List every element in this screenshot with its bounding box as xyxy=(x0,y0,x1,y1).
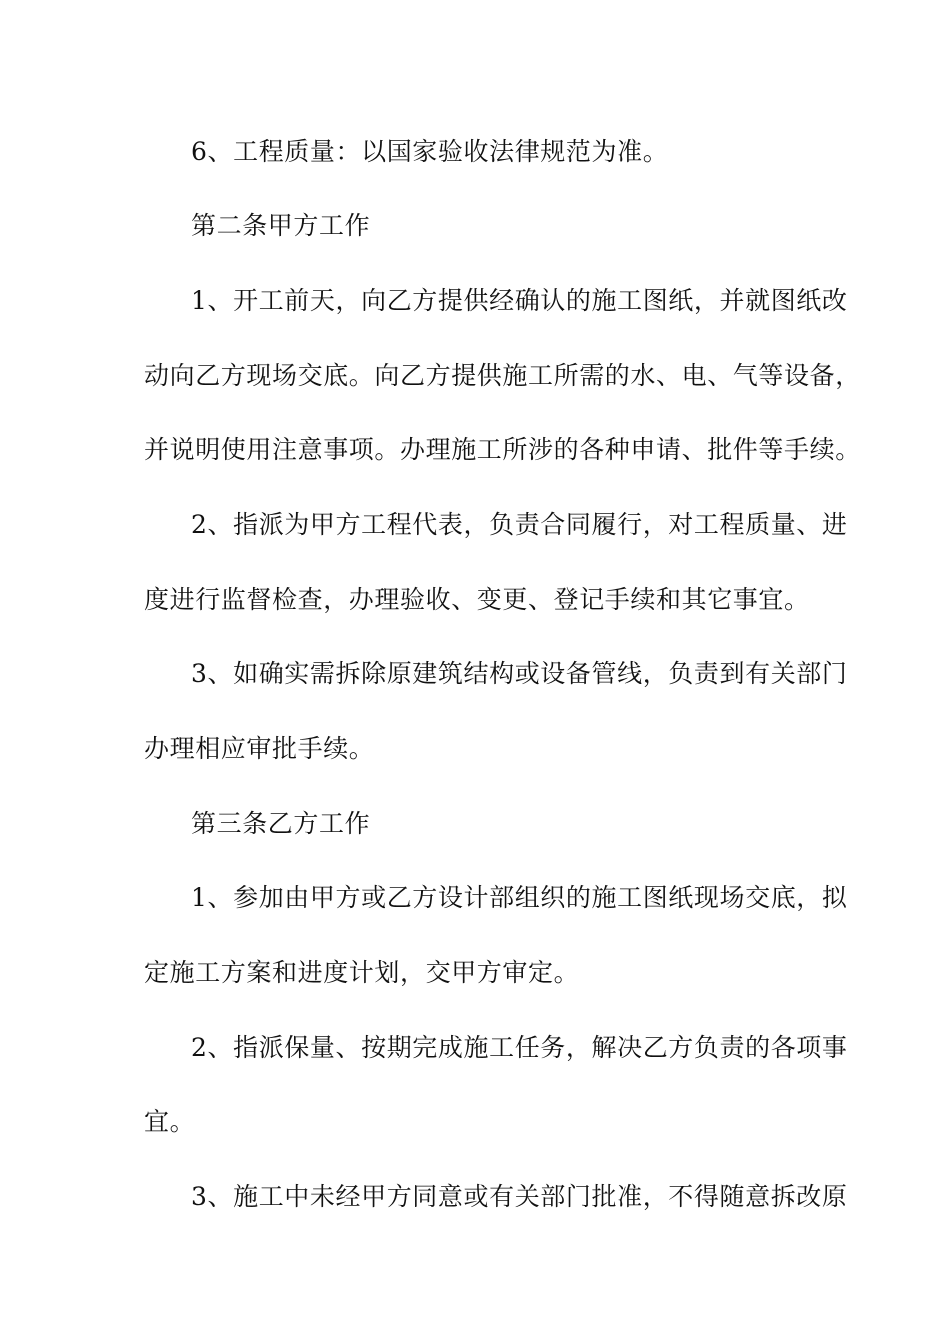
paragraph-line: 2、指派保量、按期完成施工任务，解决乙方负责的各项事 xyxy=(191,1033,848,1062)
paragraph-line: 3、如确实需拆除原建筑结构或设备管线，负责到有关部门 xyxy=(191,659,848,688)
paragraph-line: 并说明使用注意事项。办理施工所涉的各种申请、批件等手续。 xyxy=(144,435,861,464)
paragraph-line: 宜。 xyxy=(144,1107,196,1136)
section-heading: 第二条甲方工作 xyxy=(191,211,371,240)
paragraph-line: 度进行监督检查，办理验收、变更、登记手续和其它事宜。 xyxy=(144,585,810,614)
paragraph-line: 办理相应审批手续。 xyxy=(144,734,375,763)
paragraph-line: 6、工程质量：以国家验收法律规范为准。 xyxy=(191,137,669,166)
paragraph-line: 2、指派为甲方工程代表，负责合同履行，对工程质量、进 xyxy=(191,510,848,539)
paragraph-line: 动向乙方现场交底。向乙方提供施工所需的水、电、气等设备， xyxy=(144,361,861,390)
paragraph-line: 3、施工中未经甲方同意或有关部门批准，不得随意拆改原 xyxy=(191,1182,848,1211)
paragraph-line: 1、开工前天，向乙方提供经确认的施工图纸，并就图纸改 xyxy=(191,286,848,315)
paragraph-line: 定施工方案和进度计划，交甲方审定。 xyxy=(144,958,580,987)
section-heading: 第三条乙方工作 xyxy=(191,809,371,838)
paragraph-line: 1、参加由甲方或乙方设计部组织的施工图纸现场交底，拟 xyxy=(191,883,848,912)
